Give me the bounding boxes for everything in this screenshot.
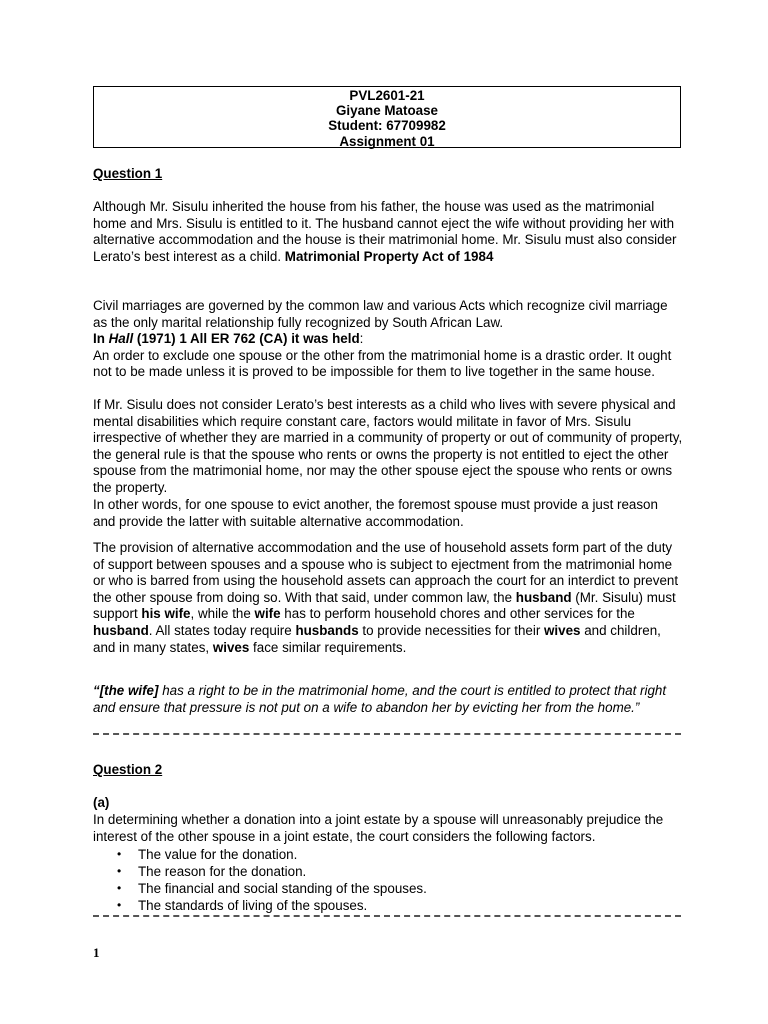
text-run: , while the xyxy=(190,606,255,622)
text-run: If Mr. Sisulu does not consider Lerato’s best interests as a child who lives with severe physical and mental disabilities which require constant care, factors would militate in favor of Mrs. Sisulu irrespective of whether they are married in a community of property or out of community of property, the general rule is that the spouse who rents or owns the property is not entitled to eject the other spouse from the matrimonial home, nor may the other spouse eject the spouse who rents or owns the property. xyxy=(93,397,683,495)
text-run: Matrimonial Property Act of 1984 xyxy=(284,248,494,264)
bullet-icon: • xyxy=(117,864,122,878)
assignment-label: Assignment 01 xyxy=(339,133,435,149)
text-run: Although Mr. Sisulu inherited the house from his father, the house was used as the matrimonial home and Mrs. Sisulu is entitled to it. The husband cannot eject the wife without providing her with alternative accommodation and the house is their matrimonial home. Mr. Sisulu must also consider Lerato’s best interest as a child. xyxy=(93,199,677,264)
q2-subsection-a: (a) xyxy=(93,795,110,810)
section-divider xyxy=(93,733,681,735)
factor-text: The financial and social standing of the spouses. xyxy=(138,881,427,896)
factor-text: The reason for the donation. xyxy=(138,864,307,879)
q1-paragraph-2 xyxy=(93,298,683,331)
text-run: Civil marriages are governed by the common law and various Acts which recognize civil marriage as the only marital relationship fully recognized by South African Law. xyxy=(93,298,668,330)
q1-paragraph-1 xyxy=(93,199,683,265)
text-run: In xyxy=(93,331,109,346)
text-run: Hall xyxy=(108,331,134,346)
text-run: The provision of alternative accommodation and the use of household assets form part of the duty of support between spouses and a spouse who is subject to ejectment from the matrimonial home or who is barred from using the household assets can approach the court for an interdict to prevent the other spouse from doing so. With that said, under common law, the xyxy=(93,540,679,605)
title-box xyxy=(93,86,681,148)
student-number: Student: 67709982 xyxy=(328,118,446,134)
factor-list-item xyxy=(93,897,683,914)
factor-list-item xyxy=(93,880,683,897)
text-run: has a right to be in the matrimonial home, and the court is entitled to protect that right and ensure that pressure is not put on a wife to abandon her by evicting her from the home.” xyxy=(93,683,667,715)
q1-quote xyxy=(93,683,683,716)
text-run: husband xyxy=(93,622,149,638)
text-run: husbands xyxy=(295,622,359,638)
bullet-icon: • xyxy=(117,881,122,895)
bullet-icon: • xyxy=(117,847,122,861)
q1-paragraph-evict xyxy=(93,497,683,530)
text-run: has to perform household chores and other services for the xyxy=(280,606,635,622)
question-2-heading: Question 2 xyxy=(93,762,163,777)
text-run: wife xyxy=(254,606,281,622)
text-run: In determining whether a donation into a joint estate by a spouse will unreasonably prejudice the interest of the other spouse in a joint estate, the court considers the following factors. xyxy=(93,812,664,844)
text-run: (Mr. Sisulu) must support xyxy=(93,589,676,622)
text-run: (1971) 1 All ER 762 (CA) it was held xyxy=(133,331,360,346)
text-run: In other words, for one spouse to evict another, the foremost spouse must provide a just reason and provide the latter with suitable alternative accommodation. xyxy=(93,497,658,529)
bullet-icon: • xyxy=(117,898,122,912)
text-run: husband xyxy=(515,589,572,605)
text-run: wives xyxy=(544,622,581,638)
text-run: face similar requirements. xyxy=(249,639,407,655)
q1-paragraph-ruling xyxy=(93,348,683,381)
text-run: wives xyxy=(212,639,250,655)
q1-case-citation xyxy=(93,331,683,348)
factor-text: The value for the donation. xyxy=(138,847,298,862)
q2-factor-list xyxy=(93,846,683,914)
text-run: “[the wife] xyxy=(93,683,159,698)
page-number: 1 xyxy=(93,945,100,960)
text-run: . All states today require xyxy=(148,622,296,638)
question-1-heading: Question 1 xyxy=(93,166,163,181)
q2-intro xyxy=(93,812,683,845)
course-code: PVL2601-21 xyxy=(349,88,425,103)
q1-paragraph-lerato xyxy=(93,397,683,497)
text-run: : xyxy=(359,331,364,346)
factor-list-item xyxy=(93,863,683,880)
student-name: Giyane Matoase xyxy=(336,103,438,119)
text-run: his wife xyxy=(141,606,191,622)
text-run: to provide necessities for their xyxy=(358,622,545,638)
text-run: An order to exclude one spouse or the other from the matrimonial home is a drastic order. It ought not to be made unless it is proved to be impossible for them to live together in the same house. xyxy=(93,347,672,380)
text-run: and children, and in many states, xyxy=(93,622,661,655)
factor-text: The standards of living of the spouses. xyxy=(138,898,368,913)
section-divider-2 xyxy=(93,915,681,917)
q1-paragraph-support xyxy=(93,540,683,656)
factor-list-item xyxy=(93,846,683,863)
